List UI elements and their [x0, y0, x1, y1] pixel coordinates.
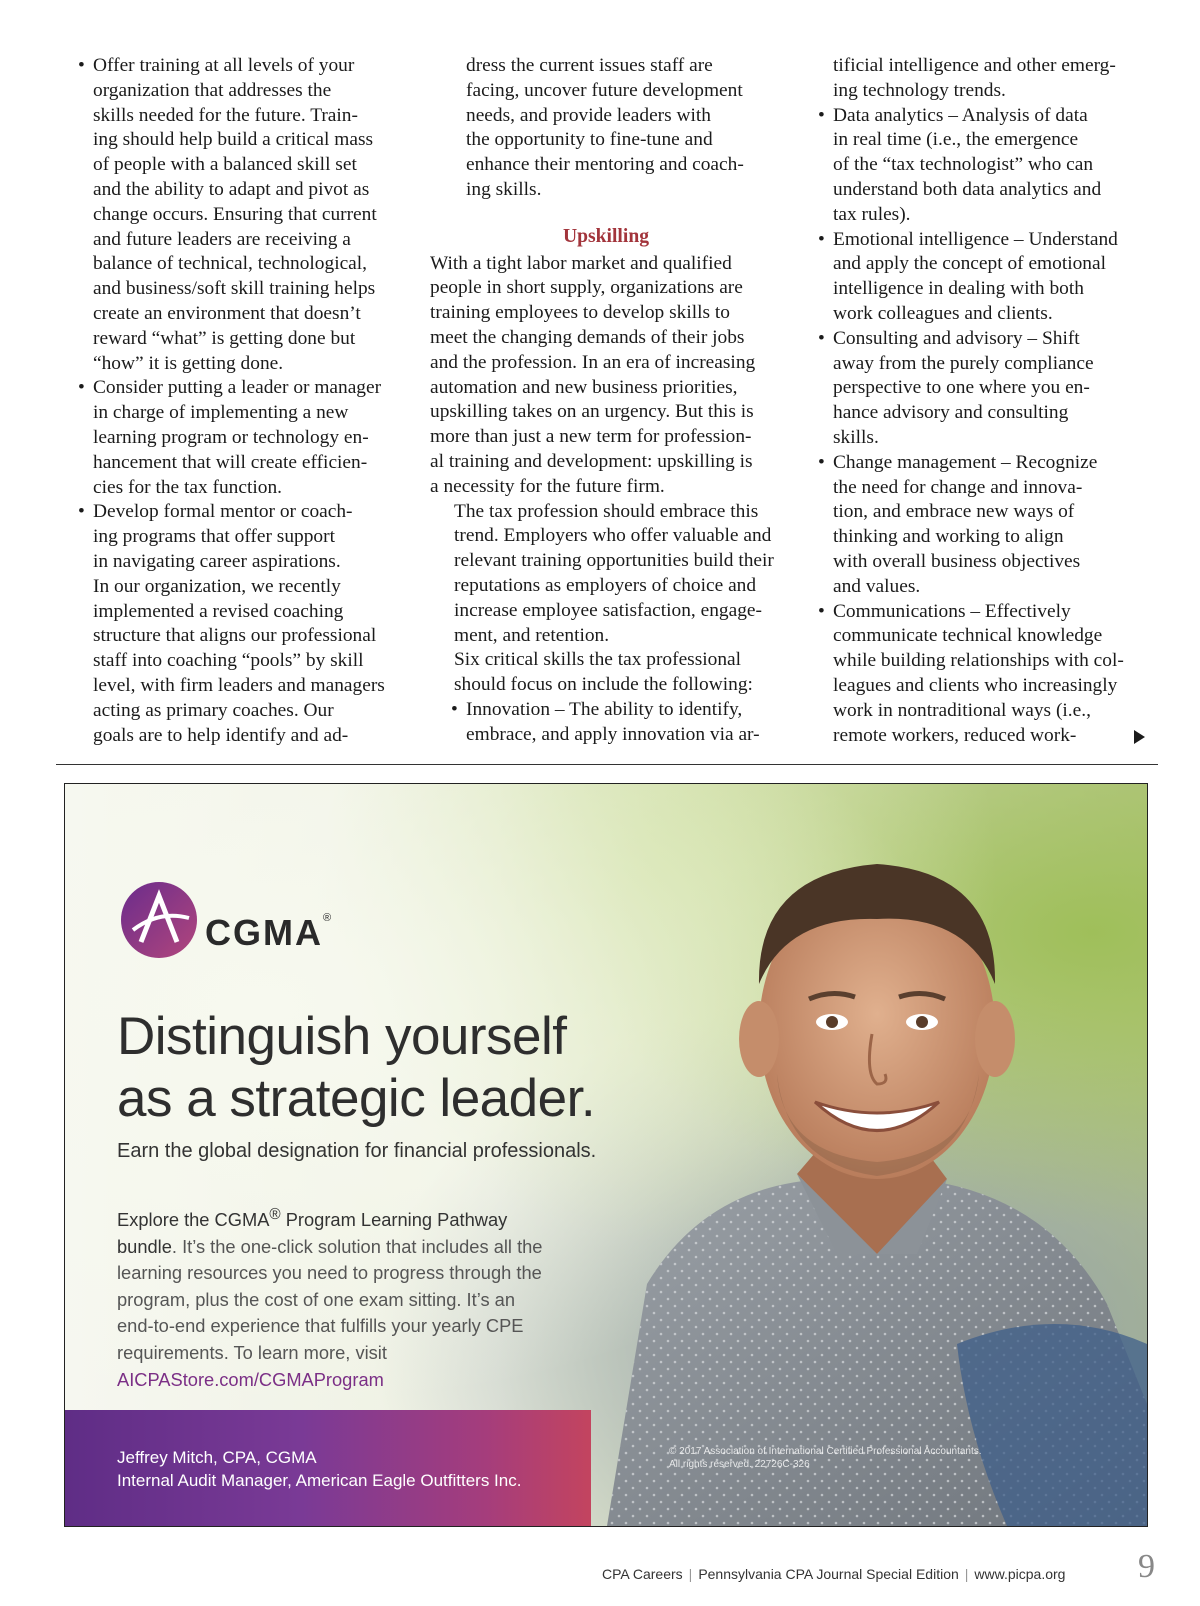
headline-line-1: Distinguish yourself: [117, 1007, 567, 1066]
text-line: staff into coaching “pools” by skill: [93, 650, 364, 672]
text-line: level, with firm leaders and managers: [93, 674, 385, 696]
text-line: in charge of implementing a new: [93, 402, 349, 424]
text-line: reward “what” is getting done but: [93, 327, 356, 349]
text-line: create an environment that doesn’t: [93, 302, 361, 324]
text-line: more than just a new term for profession-: [430, 426, 752, 448]
copyright-line-1: © 2017 Association of International Certified Professional Accountants.: [669, 1446, 982, 1457]
text-line: and business/soft skill training helps: [93, 278, 376, 300]
section-subhead: Upskilling: [562, 225, 650, 247]
text-line: skills needed for the future. Train-: [93, 104, 358, 126]
text-line: trend. Employers who offer valuable and: [454, 525, 772, 547]
bullet-item: [78, 500, 410, 748]
text-line: tax rules).: [833, 203, 911, 225]
text-line: ing programs that offer support: [93, 526, 335, 548]
text-line: people in short supply, organizations are: [430, 277, 743, 299]
text-line: work colleagues and clients.: [833, 302, 1053, 324]
text-line: • Communications – Effectively: [833, 600, 1071, 622]
article-column-2: [430, 54, 782, 748]
text-line: the need for change and innova-: [833, 476, 1083, 498]
text-line: • Emotional intelligence – Understand: [833, 228, 1118, 250]
ad-copyright: [669, 1445, 982, 1471]
text-line: • Offer training at all levels of your: [93, 55, 355, 76]
text-line: ment, and retention.: [454, 624, 610, 646]
text-line: thinking and working to align: [833, 526, 1064, 548]
body-strong-lead: Explore the CGMA: [117, 1209, 270, 1231]
registered-mark: ®: [323, 912, 334, 924]
text-line: facing, uncover future development: [466, 79, 743, 101]
text-line: change occurs. Ensuring that current: [93, 203, 377, 225]
testimonial-credit: [117, 1446, 521, 1492]
headline-line-2: as a strategic leader.: [117, 1069, 596, 1128]
text-line: relevant training opportunities build their: [454, 550, 774, 572]
text-line: The tax profession should embrace this: [454, 500, 759, 522]
text-line: increase employee satisfaction, engage-: [454, 599, 762, 621]
text-line: of people with a balanced skill set: [93, 154, 357, 176]
paragraph: [430, 648, 782, 698]
ad-subheadline: Earn the global designation for financial professionals.: [117, 1140, 597, 1162]
body-registered-mark: ®: [269, 1206, 281, 1223]
footer-publication: CPA Careers: [602, 1566, 683, 1582]
text-line: structure that aligns our professional: [93, 625, 377, 647]
bullet-item: [818, 327, 1158, 451]
text-line: cies for the tax function.: [93, 476, 282, 498]
person-title: Internal Audit Manager, American Eagle Outfitters Inc.: [117, 1471, 522, 1490]
text-line: and values.: [833, 575, 921, 597]
text-line: and apply the concept of emotional: [833, 253, 1106, 275]
text-line: perspective to one where you en-: [833, 377, 1090, 399]
text-line: embrace, and apply innovation via ar-: [466, 723, 760, 745]
footer-separator: |: [688, 1566, 693, 1582]
text-line: of the “tax technologist” who can: [833, 154, 1094, 176]
text-line: a necessity for the future firm.: [430, 475, 665, 497]
text-line: dress the current issues staff are: [466, 55, 713, 76]
continued-bullet-text: [818, 54, 1158, 104]
text-line: upskilling takes on an urgency. But this is: [430, 401, 754, 423]
person-photo: [587, 784, 1147, 1526]
text-line: In our organization, we recently: [93, 575, 341, 597]
text-line: • Data analytics – Analysis of data: [833, 104, 1088, 126]
text-line: should focus on include the following:: [454, 674, 753, 696]
body-rest: . It’s the one-click solution that includes all the learning resources you need to progress through the program, plus the cost of one exam sitting. It’s an end-to-end experience that fulfills your yearly CPE requirements. To learn more, visit: [117, 1235, 543, 1364]
text-line: ing technology trends.: [833, 79, 1006, 101]
text-line: acting as primary coaches. Our: [93, 699, 334, 721]
text-line: tion, and embrace new ways of: [833, 501, 1075, 523]
copyright-line-2: All rights reserved. 22726C-326: [669, 1459, 810, 1470]
text-line: • Change management – Recognize: [833, 451, 1098, 473]
bullet-item: [78, 376, 410, 500]
text-line: • Consulting and advisory – Shift: [833, 327, 1080, 349]
cgma-logo-icon: [119, 880, 199, 960]
text-line: understand both data analytics and: [833, 178, 1102, 200]
text-line: Six critical skills the tax professional: [454, 649, 742, 671]
text-line: goals are to help identify and ad-: [93, 724, 349, 746]
text-line: With a tight labor market and qualified: [430, 252, 732, 274]
page-number: 9: [1138, 1548, 1155, 1585]
text-line: and future leaders are receiving a: [93, 228, 351, 250]
text-line: “how” it is getting done.: [93, 352, 284, 374]
brand-name: CGMA: [205, 912, 323, 953]
person-name: Jeffrey Mitch, CPA, CGMA: [117, 1448, 317, 1467]
text-line: remote workers, reduced work-: [833, 724, 1077, 746]
text-line: learning program or technology en-: [93, 426, 369, 448]
text-line: • Develop formal mentor or coach-: [93, 501, 353, 523]
bullet-item: [818, 451, 1158, 600]
footer-journal: Pennsylvania CPA Journal Special Edition: [698, 1566, 959, 1582]
text-line: ing should help build a critical mass: [93, 129, 374, 151]
text-line: needs, and provide leaders with: [466, 104, 711, 126]
bullet-item: [818, 104, 1158, 228]
text-line: implemented a revised coaching: [93, 600, 344, 622]
continued-bullet-text: [430, 54, 782, 203]
text-line: in navigating career aspirations.: [93, 550, 341, 572]
text-line: skills.: [833, 426, 879, 448]
text-line: work in nontraditional ways (i.e.,: [833, 699, 1091, 721]
footer-website-link[interactable]: www.picpa.org: [974, 1566, 1066, 1582]
text-line: • Innovation – The ability to identify,: [466, 698, 743, 720]
cgma-advertisement: [64, 783, 1148, 1527]
text-line: away from the purely compliance: [833, 352, 1094, 374]
bullet-item: [818, 600, 1158, 749]
text-line: automation and new business priorities,: [430, 376, 738, 398]
text-line: with overall business objectives: [833, 550, 1081, 572]
text-line: al training and development: upskilling is: [430, 450, 753, 472]
body-strong-rest: Program Learning Pathway bundle: [117, 1209, 508, 1257]
footer-separator: |: [964, 1566, 969, 1582]
page-footer: [602, 1566, 1065, 1582]
text-line: and the ability to adapt and pivot as: [93, 178, 370, 200]
text-line: tificial intelligence and other emerg-: [833, 55, 1116, 76]
bullet-item: [451, 698, 782, 748]
bullet-item: [818, 228, 1158, 327]
text-line: leagues and clients who increasingly: [833, 674, 1118, 696]
paragraph: [430, 500, 782, 649]
ad-body-text: [117, 1202, 547, 1393]
text-line: hancement that will create efficien-: [93, 451, 368, 473]
text-line: meet the changing demands of their jobs: [430, 326, 745, 348]
article-column-1: [78, 54, 410, 748]
bullet-item: [78, 54, 410, 376]
text-line: • Consider putting a leader or manager: [93, 377, 382, 399]
text-line: while building relationships with col-: [833, 650, 1124, 672]
text-line: training employees to develop skills to: [430, 302, 730, 324]
section-divider: [56, 764, 1158, 765]
text-line: intelligence in dealing with both: [833, 278, 1084, 300]
text-line: communicate technical knowledge: [833, 625, 1103, 647]
text-line: hance advisory and consulting: [833, 402, 1069, 424]
article-column-3: [818, 54, 1158, 748]
cgma-wordmark: [205, 912, 333, 954]
text-line: organization that addresses the: [93, 79, 332, 101]
text-line: the opportunity to fine-tune and: [466, 129, 713, 151]
paragraph: [430, 252, 782, 500]
continue-arrow-icon: [1134, 730, 1145, 744]
store-link[interactable]: AICPAStore.com/CGMAProgram: [117, 1368, 384, 1390]
text-line: and the profession. In an era of increasing: [430, 351, 756, 373]
text-line: ing skills.: [466, 178, 542, 200]
text-line: enhance their mentoring and coach-: [466, 154, 744, 176]
text-line: reputations as employers of choice and: [454, 574, 757, 596]
text-line: in real time (i.e., the emergence: [833, 129, 1079, 151]
ad-headline: [117, 1006, 677, 1130]
text-line: balance of technical, technological,: [93, 253, 368, 275]
